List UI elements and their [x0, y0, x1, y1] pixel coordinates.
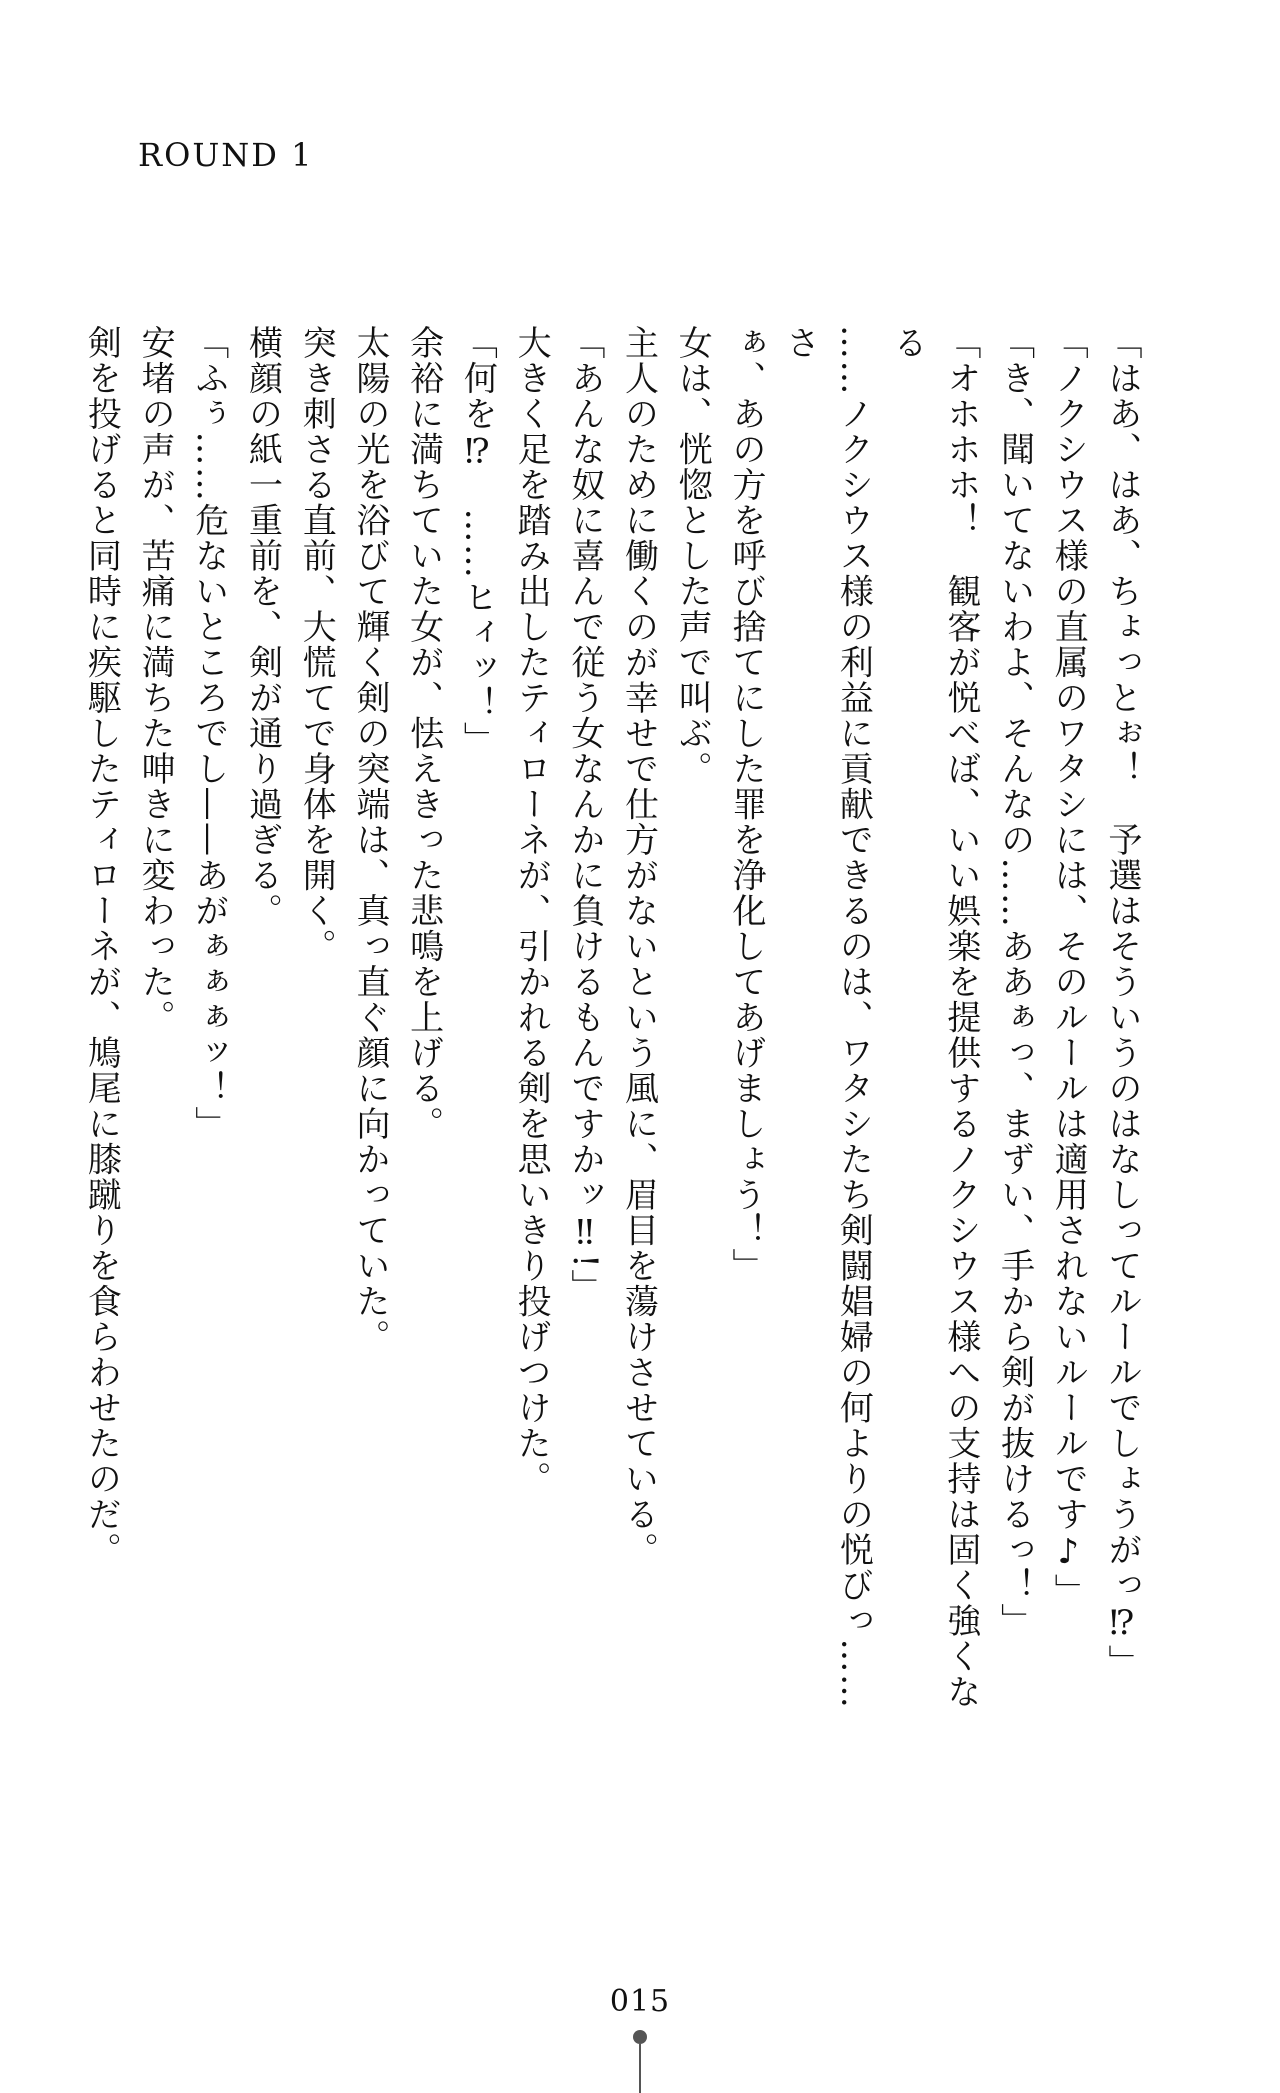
text-line: 剣を投げると同時に疾駆したティローネが、鳩尾に膝蹴りを食らわせたのだ。 [81, 325, 122, 1568]
vertical-text-body [81, 325, 1148, 1725]
text-line: 「はあ、はあ、ちょっとぉ！ 予選はそういうのはなしってルールでしょうがっ⁉」 [1102, 325, 1142, 1680]
text-line: 大きく足を踏み出したティローネが、引かれる剣を思いきり投げつけた。 [511, 325, 552, 1497]
text-line: 「何を⁉ ……ヒィッ！」 [457, 325, 498, 757]
text-line: ぁ、あの方を呼び捨てにした罪を浄化してあげましょう！」 [725, 325, 766, 1284]
text-line: 女は、恍惚とした声で叫ぶ。 [672, 325, 713, 787]
text-line: 横顔の紙一重前を、剣が通り過ぎる。 [242, 325, 283, 929]
page-marker [633, 2030, 647, 2093]
running-header-title: ROUND 1 [138, 136, 314, 174]
text-line: 「き、聞いてないわよ、そんなの……ああぁっ、まずい、手から剣が抜けるっ！」 [994, 325, 1035, 1639]
text-line: 突き刺さる直前、大慌てで身体を開く。 [296, 325, 337, 964]
text-line: ……ノクシウス様の利益に貢献できるのは、ワタシたち剣闘娼婦の何よりの悦びっ……さ [779, 325, 874, 1710]
page-marker-stem [639, 2044, 641, 2093]
text-line: 「ノクシウス様の直属のワタシには、そのルールは適用されないルールです♪」 [1048, 325, 1089, 1609]
text-line: 「あんな奴に喜んで従う女なんかに負けるもんですかッ‼!」 [564, 325, 605, 1305]
text-line: 「オホホホ！ 観客が悦べば、いい娯楽を提供するノクシウス様への支持は固く強くなる [887, 325, 981, 1710]
text-line: 主人のために働くのが幸せで仕方がないという風に、眉目を蕩けさせている。 [618, 325, 659, 1568]
text-line: 「ふぅ……危ないところでし——あがぁぁぁッ！」 [188, 325, 229, 1142]
text-line: 太陽の光を浴びて輝く剣の突端は、真っ直ぐ顔に向かっていた。 [349, 325, 390, 1355]
page-marker-dot-icon [633, 2030, 647, 2044]
text-line: 安堵の声が、苦痛に満ちた呻きに変わった。 [135, 325, 176, 1035]
page-number: 015 [609, 1984, 671, 2019]
text-line: 余裕に満ちていた女が、怯えきった悲鳴を上げる。 [403, 325, 444, 1142]
